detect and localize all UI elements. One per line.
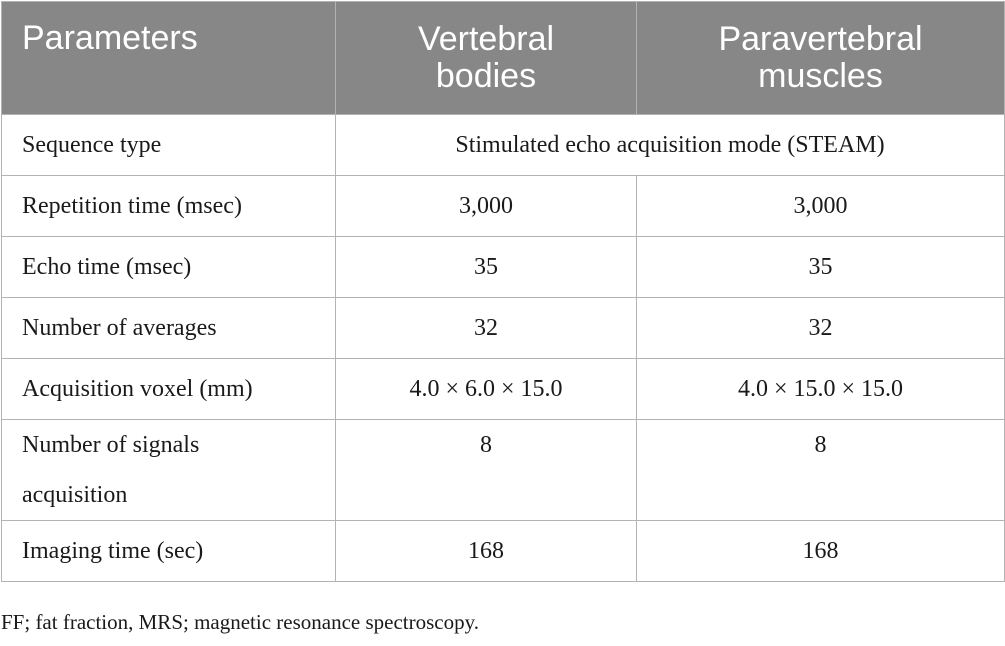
table-footnote: FF; fat fraction, MRS; magnetic resonance spectroscopy. — [1, 610, 480, 634]
row-label: Repetition time (msec) — [2, 176, 336, 237]
vertebral-value: 35 — [336, 237, 637, 298]
row-label: Echo time (msec) — [2, 237, 336, 298]
row-label: Acquisition voxel (mm) — [2, 359, 336, 420]
table-row — [2, 521, 1005, 582]
table-row — [2, 359, 1005, 420]
vertebral-value: 8 — [336, 420, 637, 521]
table-row — [2, 176, 1005, 237]
header-paravertebral-muscles: Paravertebral muscles — [637, 2, 1005, 115]
header-vertebral-bodies: Vertebral bodies — [336, 2, 637, 115]
paravertebral-value: 168 — [637, 521, 1005, 582]
paravertebral-value: 8 — [637, 420, 1005, 521]
vertebral-value: 32 — [336, 298, 637, 359]
table-row — [2, 298, 1005, 359]
header-parameters: Parameters — [2, 2, 336, 115]
vertebral-value: 4.0 × 6.0 × 15.0 — [336, 359, 637, 420]
row-label: Number of averages — [2, 298, 336, 359]
paravertebral-value: 32 — [637, 298, 1005, 359]
row-label: Imaging time (sec) — [2, 521, 336, 582]
paravertebral-value: 3,000 — [637, 176, 1005, 237]
table-row — [2, 420, 1005, 521]
vertebral-value: 3,000 — [336, 176, 637, 237]
row-label: Sequence type — [2, 115, 336, 176]
table-row — [2, 115, 1005, 176]
table-row — [2, 237, 1005, 298]
parameters-table — [1, 1, 1005, 582]
vertebral-value: 168 — [336, 521, 637, 582]
paravertebral-value: 35 — [637, 237, 1005, 298]
header-row — [2, 2, 1005, 115]
paravertebral-value: 4.0 × 15.0 × 15.0 — [637, 359, 1005, 420]
sequence-type-value: Stimulated echo acquisition mode (STEAM) — [336, 115, 1005, 176]
row-label: Number of signals acquisition — [2, 420, 336, 521]
